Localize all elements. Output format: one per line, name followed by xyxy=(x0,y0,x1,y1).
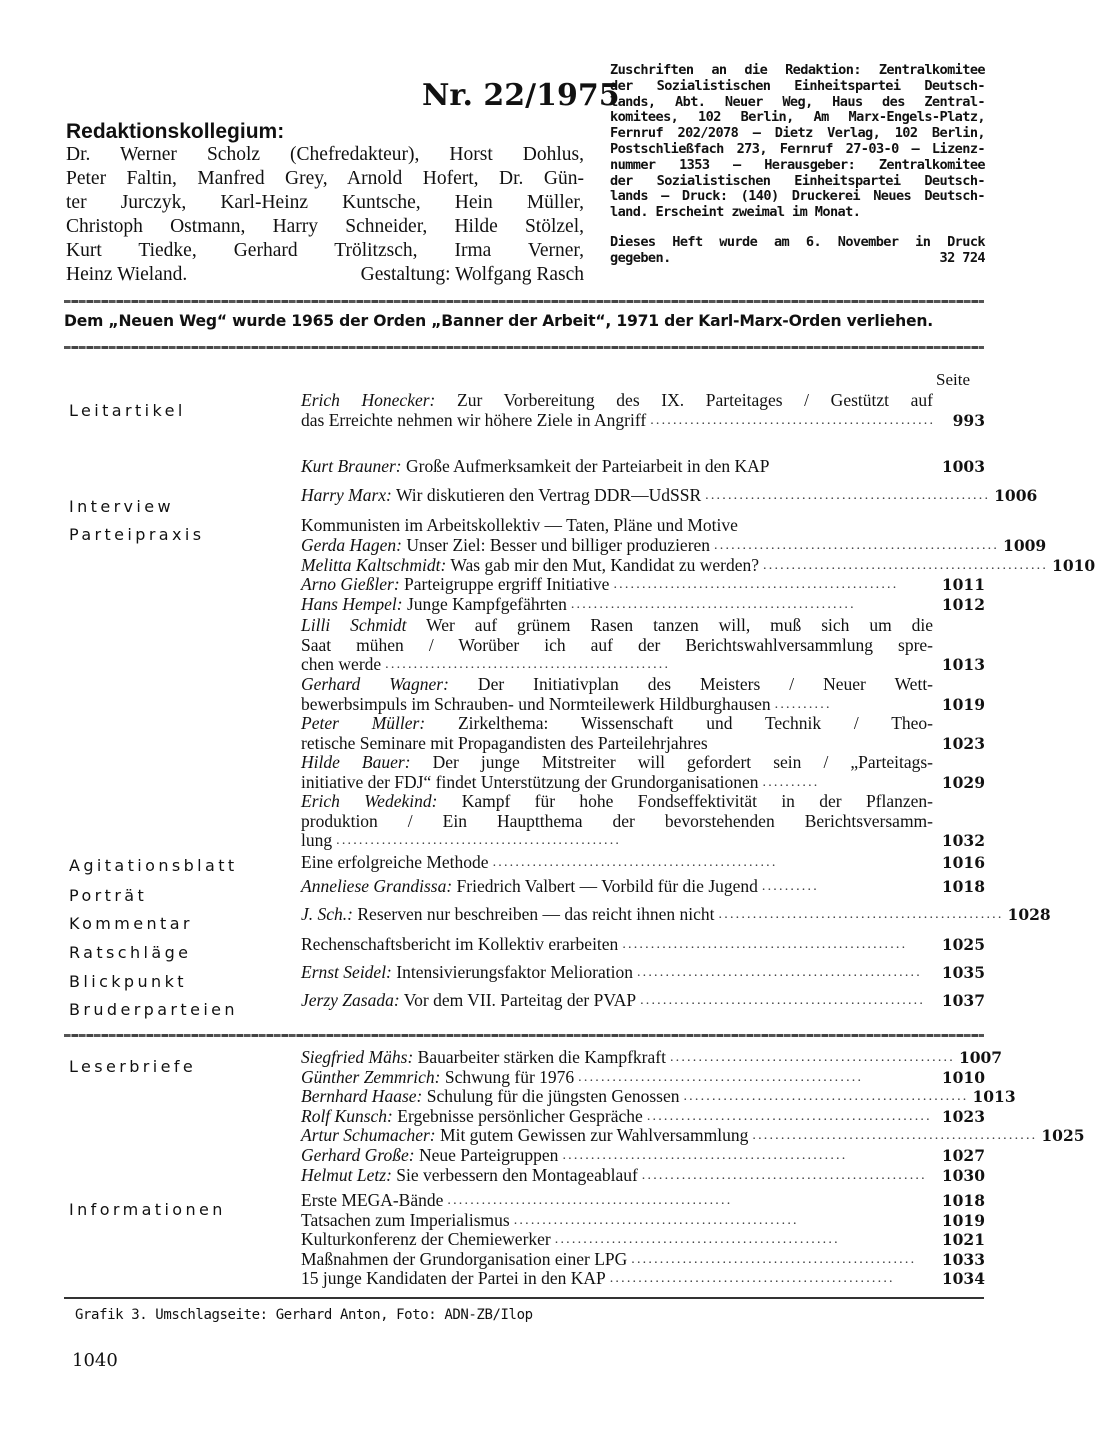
leader-dots: .................................................. xyxy=(640,993,926,1008)
toc-entry[interactable] xyxy=(301,595,985,615)
print-note-text: gegeben. xyxy=(610,250,671,266)
leader-dots: .................................................. xyxy=(336,833,622,849)
toc-page-number: 1016 xyxy=(941,853,985,872)
page-column-header: Seite xyxy=(936,370,970,389)
contact-line: lands — Druck: (140) Druckerei Neues Deutsch- xyxy=(610,188,985,205)
leader-dots: .................................................. xyxy=(613,577,899,593)
toc-entry-text xyxy=(301,1126,748,1146)
toc-title: chen werde xyxy=(301,654,382,675)
toc-author: Kurt Brauner: xyxy=(301,456,402,476)
toc-entry-line xyxy=(301,753,933,773)
toc-entry-line xyxy=(301,655,985,675)
toc-page-number: 1010 xyxy=(1052,555,1095,575)
contact-line: der Sozialistischen Einheitspartei Deutsch- xyxy=(610,77,985,94)
toc-entry[interactable] xyxy=(301,391,985,430)
toc-author: Arno Gießler: xyxy=(301,574,400,595)
divider xyxy=(64,300,984,303)
toc-page-number: 1037 xyxy=(941,991,985,1010)
leader-dots: .................................................. xyxy=(763,557,1049,573)
design-credit: Gestaltung: Wolfgang Rasch xyxy=(360,264,584,285)
toc-page-number: 1021 xyxy=(941,1230,985,1250)
toc-author: Harry Marx: xyxy=(301,485,392,505)
toc-page-number: 1035 xyxy=(941,963,985,982)
toc-title: Junge Kampfgefährten xyxy=(402,593,567,614)
toc-title: Bauarbeiter stärken die Kampfkraft xyxy=(413,1047,666,1067)
toc-entry[interactable] xyxy=(301,1047,1003,1068)
toc-entry-text xyxy=(301,1166,638,1186)
toc-entry[interactable] xyxy=(301,675,985,714)
toc-title: Große Aufmerksamkeit der Parteiarbeit in den KAP xyxy=(401,456,770,476)
toc-title: Maßnahmen der Grundorganisation einer LPG xyxy=(301,1248,628,1269)
toc-entry-text xyxy=(301,963,633,983)
toc-entry-line: produktion / Ein Hauptthema der bevorstehenden Berichtsversamm- xyxy=(301,810,933,831)
toc-title: das Erreichte nehmen wir höhere Ziele in Angriff xyxy=(301,409,647,430)
toc-entry[interactable] xyxy=(301,991,985,1011)
toc-page-number: 1034 xyxy=(941,1269,985,1289)
toc-entry[interactable] xyxy=(301,1166,985,1186)
editorial-line: ter Jurczyk, Karl-Heinz Kuntsche, Hein Müller, xyxy=(66,192,584,213)
toc-author: Hans Hempel: xyxy=(301,593,403,614)
toc-entry-text xyxy=(301,877,758,897)
toc-page-number: 1018 xyxy=(941,1191,985,1210)
toc-entry[interactable] xyxy=(301,535,1047,556)
print-run: 32 724 xyxy=(939,250,985,266)
section-label-leitartikel: Leitartikel xyxy=(69,401,186,420)
toc-page-number: 1023 xyxy=(941,1106,985,1126)
contact-line: der Sozialistischen Einheitspartei Deutsch- xyxy=(610,172,985,189)
toc-title: Friedrich Valbert — Vorbild für die Jugend xyxy=(452,876,758,896)
toc-group xyxy=(301,535,1095,614)
toc-entry-text xyxy=(301,556,759,576)
toc-page-number: 1025 xyxy=(1041,1126,1085,1146)
divider xyxy=(64,1034,984,1037)
toc-group xyxy=(301,1047,1085,1185)
toc-page-number: 1032 xyxy=(941,831,985,851)
toc-page-number: 1033 xyxy=(941,1249,985,1269)
leader-dots: .................................................. xyxy=(683,1089,969,1105)
toc-entry[interactable] xyxy=(301,714,985,753)
toc-page-number: 1006 xyxy=(994,486,1038,505)
contact-line: Zuschriften an die Redaktion: Zentralkomitee xyxy=(610,62,985,78)
toc-title: Reserven nur beschreiben — das reicht ihnen nicht xyxy=(353,904,715,924)
toc-page-number: 1011 xyxy=(941,575,985,595)
section-label-interview: Interview xyxy=(69,497,174,516)
toc-title: Sie verbessern den Montageablauf xyxy=(391,1164,638,1185)
toc-title: Tatsachen zum Imperialismus xyxy=(301,1209,510,1230)
leader-dots: .................................................. xyxy=(570,596,856,612)
toc-title: Eine erfolgreiche Methode xyxy=(301,852,489,872)
toc-group xyxy=(301,1191,985,1289)
image-credits: Grafik 3. Umschlagseite: Gerhard Anton, Foto: ADN-ZB/Ilop xyxy=(75,1307,533,1323)
leader-dots: .......... xyxy=(774,696,832,712)
toc-subheading: Kommunisten im Arbeitskollektiv — Taten, Pläne und Motive xyxy=(301,515,738,535)
toc-entry[interactable] xyxy=(301,1250,985,1270)
toc-author: Gerhard Wagner: xyxy=(301,674,449,694)
editorial-line: Kurt Tiedke, Gerhard Trölitzsch, Irma Verner, xyxy=(66,240,584,261)
toc-entry[interactable] xyxy=(301,753,985,792)
toc-entry[interactable] xyxy=(301,554,1095,576)
toc-entry-line xyxy=(301,411,985,431)
toc-author: Günther Zemmrich: xyxy=(301,1066,441,1087)
toc-title: Vor dem VII. Parteitag der PVAP xyxy=(399,990,637,1010)
leader-dots: .................................................. xyxy=(669,1050,955,1065)
divider xyxy=(64,1297,984,1299)
toc-title: Mit gutem Gewissen zur Wahlversammlung xyxy=(435,1125,749,1146)
leader-dots: .................................................. xyxy=(714,538,1000,553)
section-label-bruderparteien: Bruderparteien xyxy=(69,1000,238,1019)
toc-entry-text xyxy=(301,905,715,925)
leader-dots: .................................................. xyxy=(622,937,908,952)
toc-author: Anneliese Grandissa: xyxy=(301,876,453,896)
editorial-board-heading: Redaktionskollegium: xyxy=(66,120,285,143)
toc-page-number: 1019 xyxy=(941,1210,985,1230)
toc-entry-text xyxy=(301,457,770,477)
toc-title: bewerbsimpuls im Schrauben- und Normteilewerk Hildburghausen xyxy=(301,693,771,714)
toc-title: Wir diskutieren den Vertrag DDR—UdSSR xyxy=(391,485,702,505)
toc-entry[interactable] xyxy=(301,1086,1016,1107)
toc-entry[interactable] xyxy=(301,1269,985,1289)
toc-title: lung xyxy=(301,830,333,851)
toc-entry[interactable] xyxy=(301,1230,985,1250)
toc-title: Zur Vorbereitung des IX. Parteitages / Gestützt auf xyxy=(435,390,933,410)
toc-entry[interactable] xyxy=(301,1211,985,1231)
contact-line: land. Erscheint zweimal im Monat. xyxy=(610,204,861,221)
toc-title: Der Initiativplan des Meisters / Neuer Wett- xyxy=(448,674,934,694)
contact-info xyxy=(610,63,985,221)
editorial-board-list xyxy=(66,143,584,287)
toc-author: Siegfried Mähs: xyxy=(301,1047,414,1067)
toc-entry-line: Saat mühen / Worüber ich auf der Berichtswahlversammlung spre- xyxy=(301,634,933,655)
toc-author: Hilde Bauer: xyxy=(301,752,411,772)
toc-entry-line xyxy=(301,773,985,793)
contact-line: Postschließfach 273, Fernruf 27-03-0 — Lizenz- xyxy=(610,140,985,157)
editorial-last-line xyxy=(66,263,584,287)
toc-entry-line xyxy=(301,714,933,734)
toc-entry[interactable] xyxy=(301,575,985,595)
toc-page-number: 1012 xyxy=(941,594,985,614)
toc-title: Intensivierungsfaktor Melioration xyxy=(391,962,633,982)
toc-entry-line xyxy=(301,675,933,695)
toc-page-number: 1023 xyxy=(941,733,985,753)
toc-page-number: 1027 xyxy=(941,1145,985,1165)
contact-line: lands, Abt. Neuer Weg, Haus des Zentral- xyxy=(610,93,985,110)
toc-entry[interactable] xyxy=(301,935,985,955)
section-label-portraet: Porträt xyxy=(69,886,148,905)
leader-dots: .................................................. xyxy=(650,412,936,428)
section-label-parteipraxis: Parteipraxis xyxy=(69,525,205,544)
toc-page-number: 1029 xyxy=(941,772,985,792)
toc-author: Ernst Seidel: xyxy=(301,962,392,982)
toc-page-number: 1028 xyxy=(1007,905,1051,924)
toc-entry-text xyxy=(301,1048,666,1068)
toc-title: Kampf für hohe Fondseffektivität in der Pflanzen- xyxy=(437,791,933,811)
award-notice: Dem „Neuen Weg“ wurde 1965 der Orden „Banner der Arbeit“, 1971 der Karl-Marx-Orden verliehen. xyxy=(64,312,933,330)
toc-entry[interactable] xyxy=(301,1191,985,1211)
toc-page-number: 1013 xyxy=(972,1087,1016,1107)
editorial-line: Dr. Werner Scholz (Chefredakteur), Horst Dohlus, xyxy=(66,144,584,165)
leader-dots: .................................................. xyxy=(447,1193,733,1208)
toc-entry xyxy=(301,516,985,536)
leader-dots: .................................................. xyxy=(646,1108,932,1124)
toc-author: Gerhard Große: xyxy=(301,1144,415,1165)
toc-entry-text xyxy=(301,991,636,1011)
toc-entry[interactable] xyxy=(301,616,985,675)
toc-page-number: 1019 xyxy=(941,694,985,714)
toc-page-number: 1010 xyxy=(941,1067,985,1087)
leader-dots: .................................................. xyxy=(718,907,1004,922)
toc-title: Der junge Mitstreiter will gefordert sein / „Parteitags- xyxy=(410,752,933,772)
toc-page-number: 1007 xyxy=(958,1048,1003,1067)
toc-entry[interactable] xyxy=(301,1068,985,1088)
toc-entry[interactable] xyxy=(301,904,1051,925)
leader-dots: .................................................. xyxy=(385,657,671,673)
toc-entry-line xyxy=(301,831,985,851)
toc-entry-text xyxy=(301,1068,574,1088)
toc-entry[interactable] xyxy=(301,485,1038,506)
leader-dots: .......... xyxy=(761,879,819,894)
print-note xyxy=(610,234,985,266)
divider xyxy=(64,346,984,349)
print-note-line: Dieses Heft wurde am 6. November in Druck xyxy=(610,234,985,250)
toc-author: Melitta Kaltschmidt: xyxy=(301,554,447,575)
contact-line: Fernruf 202/2078 — Dietz Verlag, 102 Berlin, xyxy=(610,125,985,142)
toc-title: Schulung für die jüngsten Genossen xyxy=(422,1086,680,1107)
toc-entry[interactable] xyxy=(301,457,985,477)
toc-title: initiative der FDJ“ findet Unterstützung der Grundorganisationen xyxy=(301,771,759,792)
toc-entry-line xyxy=(301,792,933,812)
page-number: 1040 xyxy=(72,1350,118,1371)
toc-title: Was gab mir den Mut, Kandidat zu werden? xyxy=(446,554,760,575)
toc-page-number: 1003 xyxy=(941,457,985,476)
toc-entry-text xyxy=(301,1146,558,1166)
leader-dots: .................................................. xyxy=(705,488,991,503)
toc-entry-text xyxy=(301,536,710,556)
toc-title: Neue Parteigruppen xyxy=(414,1144,559,1165)
section-label-leserbriefe: Leserbriefe xyxy=(69,1057,197,1076)
leader-dots: .................................................. xyxy=(636,965,922,980)
toc-page-number: 1018 xyxy=(941,877,985,896)
toc-author: Gerda Hagen: xyxy=(301,535,402,555)
toc-title: Ergebnisse persönlicher Gespräche xyxy=(392,1105,643,1126)
toc-author: Erich Honecker: xyxy=(301,390,436,410)
toc-entry-text xyxy=(301,1107,643,1127)
toc-page-number: 1013 xyxy=(941,655,985,675)
leader-dots: .......... xyxy=(762,774,820,790)
editorial-last-name: Heinz Wieland. xyxy=(66,264,188,285)
leader-dots: .................................................. xyxy=(752,1128,1038,1144)
leader-dots: .................................................. xyxy=(562,1147,848,1163)
leader-dots: .................................................. xyxy=(641,1167,927,1183)
toc-title: Parteigruppe ergriff Initiative xyxy=(399,574,610,595)
toc-entry-line xyxy=(301,391,933,411)
leader-dots: .................................................. xyxy=(492,855,778,870)
toc-entry[interactable] xyxy=(301,853,985,873)
toc-title: Kulturkonferenz der Chemiewerker xyxy=(301,1229,551,1250)
section-label-ratschlaege: Ratschläge xyxy=(69,943,192,962)
toc-author: Artur Schumacher: xyxy=(301,1125,436,1146)
toc-entry-text xyxy=(301,595,567,615)
toc-title: Schwung für 1976 xyxy=(440,1066,575,1087)
toc-author: Rolf Kunsch: xyxy=(301,1105,393,1126)
toc-title: Zirkelthema: Wissenschaft und Technik / Theo- xyxy=(425,713,933,733)
editorial-line: Christoph Ostmann, Harry Schneider, Hilde Stölzel, xyxy=(66,216,584,237)
print-note-line xyxy=(610,250,985,266)
toc-author: Bernhard Haase: xyxy=(301,1086,423,1107)
toc-author: J. Sch.: xyxy=(301,904,353,924)
toc-author: Peter Müller: xyxy=(301,713,426,733)
section-label-kommentar: Kommentar xyxy=(69,914,193,933)
toc-entry-text xyxy=(301,486,701,506)
toc-entry[interactable] xyxy=(301,963,985,983)
toc-author: Lilli Schmidt xyxy=(301,615,407,635)
toc-page-number: 1025 xyxy=(941,935,985,954)
toc-title: Wer auf grünem Rasen tanzen will, muß sich um die xyxy=(406,615,933,635)
toc-entry[interactable] xyxy=(301,1125,1085,1146)
toc-title: retische Seminare mit Propagandisten des Parteilehrjahres xyxy=(301,732,708,753)
leader-dots: .................................................. xyxy=(554,1232,840,1248)
toc-entry-line xyxy=(301,616,933,636)
toc-entry[interactable] xyxy=(301,1146,985,1166)
toc-page-number: 1030 xyxy=(941,1165,985,1185)
toc-entry-text xyxy=(301,1087,679,1107)
toc-title: Erste MEGA-Bände xyxy=(301,1190,444,1210)
toc-entry-line xyxy=(301,695,985,715)
toc-page-number: 993 xyxy=(952,410,985,430)
toc-page-number: 1009 xyxy=(1003,536,1047,555)
contact-line: nummer 1353 — Herausgeber: Zentralkomitee xyxy=(610,156,985,173)
toc-entry-text xyxy=(301,575,609,595)
section-label-informationen: Informationen xyxy=(69,1200,226,1219)
leader-dots: .................................................. xyxy=(631,1251,917,1267)
toc-title: Rechenschaftsbericht im Kollektiv erarbeiten xyxy=(301,934,619,954)
leader-dots: .................................................. xyxy=(513,1212,799,1228)
toc-title: 15 junge Kandidaten der Partei in den KAP xyxy=(301,1268,606,1289)
toc-entry-line xyxy=(301,734,985,754)
toc-title: Unser Ziel: Besser und billiger produzieren xyxy=(401,535,711,555)
section-label-blickpunkt: Blickpunkt xyxy=(69,972,187,991)
editorial-line: Peter Faltin, Manfred Grey, Arnold Hofert, Dr. Gün- xyxy=(66,168,584,189)
toc-author: Helmut Letz: xyxy=(301,1164,392,1185)
toc-entry[interactable] xyxy=(301,877,985,897)
leader-dots: .................................................. xyxy=(609,1271,895,1287)
section-label-agitationsblatt: Agitationsblatt xyxy=(69,856,238,875)
toc-entry[interactable] xyxy=(301,792,985,851)
contact-line: komitees, 102 Berlin, Am Marx-Engels-Platz, xyxy=(610,109,985,126)
toc-author: Erich Wedekind: xyxy=(301,791,438,811)
leader-dots: .................................................. xyxy=(578,1069,864,1085)
issue-number: Nr. 22/1975 xyxy=(422,78,620,113)
toc-entry[interactable] xyxy=(301,1107,985,1127)
toc-author: Jerzy Zasada: xyxy=(301,990,400,1010)
